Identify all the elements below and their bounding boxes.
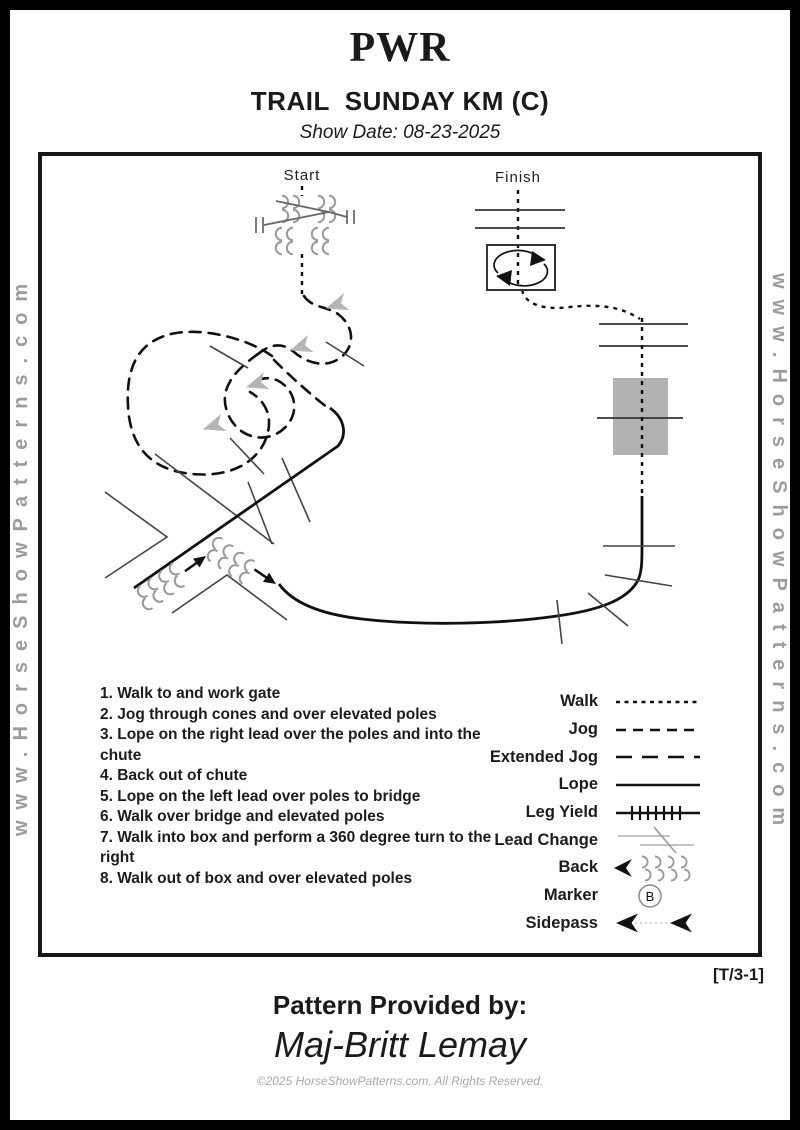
finish-label: Finish bbox=[494, 169, 542, 186]
back-icon bbox=[610, 854, 705, 882]
legend-row-marker bbox=[438, 882, 713, 910]
legend-label: Sidepass bbox=[525, 913, 598, 932]
legend-label: Lope bbox=[558, 775, 598, 794]
instruction-item: 2. Jog through cones and over elevated poles bbox=[100, 705, 437, 723]
provided-by-label: Pattern Provided by: bbox=[272, 990, 528, 1020]
turn-circle-arrows bbox=[494, 250, 547, 286]
legend-label: Marker bbox=[543, 886, 598, 905]
legend-row-lope bbox=[438, 771, 713, 799]
walk-line-icon bbox=[610, 688, 705, 716]
legend-label: Extended Jog bbox=[489, 747, 598, 766]
legend-row-walk bbox=[438, 688, 713, 716]
legend bbox=[438, 688, 713, 937]
instruction-item: 3. Lope on the right lead over the poles and into the chute bbox=[100, 726, 481, 764]
sidepass-icon bbox=[610, 909, 705, 937]
marker-icon bbox=[610, 882, 705, 910]
pattern-code: [T/3-1] bbox=[713, 965, 764, 984]
show-date: Show Date: 08-23-2025 bbox=[299, 122, 501, 143]
legend-row-jog bbox=[438, 716, 713, 744]
legend-row-back bbox=[438, 854, 713, 882]
bridge bbox=[613, 378, 668, 455]
legend-label: Lead Change bbox=[494, 830, 598, 849]
watermark-left: www.HorseShowPatterns.com bbox=[10, 272, 32, 837]
instruction-item: 5. Lope on the left lead over poles to bridge bbox=[100, 787, 421, 805]
pattern-board bbox=[38, 152, 762, 957]
instruction-item: 8. Walk out of box and over elevated poles bbox=[100, 869, 413, 887]
watermark-right: www.HorseShowPatterns.com bbox=[768, 272, 790, 837]
provided-by-name: Maj-Britt Lemay bbox=[273, 1024, 527, 1065]
turn-box bbox=[487, 245, 555, 290]
box-exit-walk-line bbox=[522, 290, 640, 319]
instruction-item: 6. Walk over bridge and elevated poles bbox=[100, 808, 385, 825]
lope-line-icon bbox=[610, 771, 705, 799]
direction-arrows bbox=[200, 293, 349, 438]
legend-row-extended-jog bbox=[438, 743, 713, 771]
legend-row-lead-change bbox=[438, 826, 713, 854]
bridge-elevated-poles bbox=[599, 324, 688, 346]
elevated-poles bbox=[155, 342, 364, 544]
legend-label: Walk bbox=[560, 692, 598, 711]
legend-label: Leg Yield bbox=[525, 803, 598, 822]
leg-yield-icon bbox=[610, 799, 705, 827]
start-label: Start bbox=[283, 167, 321, 184]
legend-row-sidepass bbox=[438, 910, 713, 938]
marker-letter: B bbox=[645, 888, 655, 904]
legend-label: Jog bbox=[568, 720, 598, 739]
legend-label: Back bbox=[558, 858, 598, 877]
jog-line-icon bbox=[610, 716, 705, 744]
instruction-item: 7. Walk into box and perform a 360 degree turn to the right bbox=[100, 828, 492, 866]
gate-obstacle bbox=[256, 201, 354, 233]
page-title: PWR bbox=[349, 25, 451, 71]
pole-crossings bbox=[557, 546, 675, 644]
lead-change-icon bbox=[610, 826, 705, 854]
back-arrows bbox=[182, 552, 279, 589]
lope-bottom-curve bbox=[279, 496, 642, 623]
instruction-item: 4. Back out of chute bbox=[100, 767, 248, 784]
gate-hoofprints bbox=[276, 196, 335, 254]
class-title: TRAIL SUNDAY KM (C) bbox=[250, 86, 550, 116]
copyright: ©2025 HorseShowPatterns.com. All Rights Reserved. bbox=[256, 1074, 544, 1088]
extended-jog-line-icon bbox=[610, 743, 705, 771]
instruction-item: 1. Walk to and work gate bbox=[100, 685, 281, 702]
lope-diagonal bbox=[134, 408, 344, 588]
legend-row-leg-yield bbox=[438, 799, 713, 827]
finish-poles bbox=[475, 210, 565, 228]
